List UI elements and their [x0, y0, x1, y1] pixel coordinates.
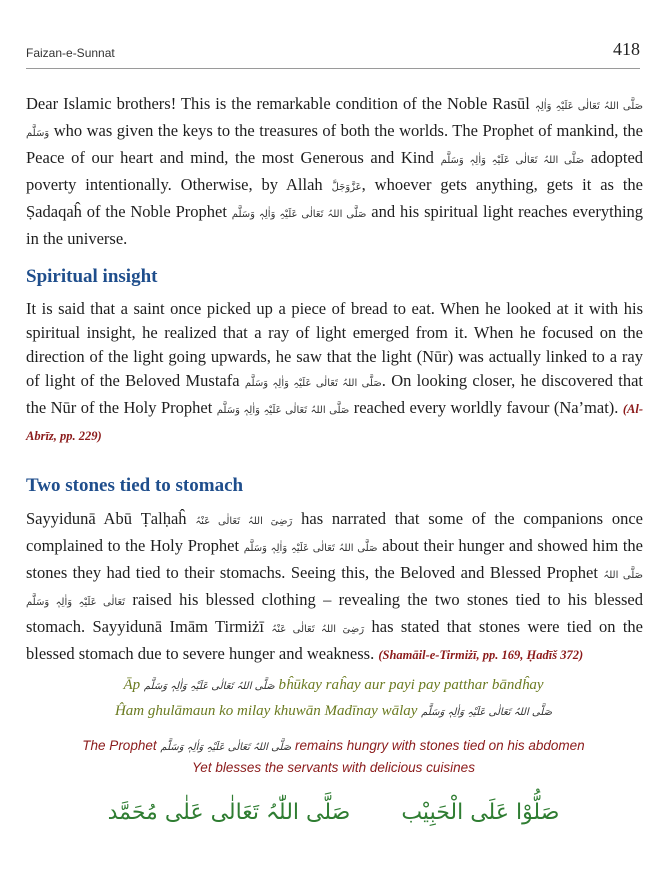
book-title: Faizan-e-Sunnat: [26, 46, 115, 60]
poem-line-1: Āp صَلَّی اللہُ تَعَالٰی عَلَیْہِ وَاٰلِہٖ وَسَلَّم bĥūkay raĥay aur payi pay patthar bāndĥay: [123, 677, 544, 693]
honorific-radiyallahu: رَضِیَ اللہُ تَعَالٰی عَنْہُ: [271, 624, 365, 635]
translation-line-1: The Prophet صَلَّی اللہُ تَعَالٰی عَلَیْہِ وَاٰلِہٖ وَسَلَّم remains hungry with stones tied on his abdomen: [82, 738, 585, 753]
poem-translation: [0, 736, 667, 778]
translation-line-2: Yet blesses the servants with delicious cuisines: [192, 760, 475, 775]
honorific-azza-wa-jalla: عَزَّوَجَلَّ: [331, 182, 362, 193]
intro-paragraph: Dear Islamic brothers! This is the remarkable condition of the Noble Rasūl صَلَّی اللہُ تَعَالٰی عَلَیْہِ وَاٰلِہٖ وَسَلَّم who was given the keys to the treasures of both the worlds. The Prophet of mankind, the Peace of our heart and mind, the most Generous and Kind صَلَّی اللہُ تَعَالٰی عَلَیْہِ وَاٰلِہٖ وَسَلَّم adopted poverty intentionally. Otherwise, by Allah عَزَّوَجَلَّ, whoever gets anything, gets it as the Ṣadaqaĥ of the Noble Prophet صَلَّی اللہُ تَعَالٰی عَلَیْہِ وَاٰلِہٖ وَسَلَّم and his spiritual light reaches everything in the universe.: [26, 94, 644, 248]
salawat-call: صَلُّوْا عَلَی الْحَبِیْب: [401, 800, 560, 825]
intro-paragraph-block: [26, 92, 643, 251]
spiritual-insight-block: [26, 297, 643, 448]
honorific-sallallahu: صَلَّی اللہُ تَعَالٰی عَلَیْہِ وَاٰلِہٖ وَسَلَّم: [231, 209, 367, 220]
honorific-sallallahu: صَلَّی اللہُ تَعَالٰی عَلَیْہِ وَاٰلِہٖ وَسَلَّم: [244, 378, 382, 389]
honorific-sallallahu: صَلَّی اللہُ تَعَالٰی عَلَیْہِ وَاٰلِہٖ وَسَلَّم: [143, 681, 275, 692]
page-number: 418: [613, 39, 640, 59]
honorific-radiyallahu: رَضِیَ اللہُ تَعَالٰی عَنْہُ: [195, 516, 293, 527]
honorific-sallallahu: صَلَّی اللہُ تَعَالٰی عَلَیْہِ وَاٰلِہٖ وَسَلَّم: [26, 570, 644, 608]
two-stones-block: [26, 507, 643, 667]
poem-line-2: Ĥam ghulāmaun ko milay khuwān Madīnay wālay صَلَّی اللہُ تَعَالٰی عَلَیْہِ وَاٰلِہٖ وَسَلَّم: [114, 703, 553, 719]
citation: (Shamāil-e-Tirmiżī, pp. 169, Ḥadīš 372): [378, 648, 584, 662]
honorific-sallallahu: صَلَّی اللہُ تَعَالٰی عَلَیْہِ وَاٰلِہٖ وَسَلَّم: [243, 543, 378, 554]
salawat-response: صَلَّی اللّٰہُ تَعَالٰی عَلٰی مُحَمَّد: [107, 800, 351, 825]
honorific-sallallahu: صَلَّی اللہُ تَعَالٰی عَلَیْہِ وَاٰلِہٖ وَسَلَّم: [440, 155, 585, 166]
honorific-sallallahu: صَلَّی اللہُ تَعَالٰی عَلَیْہِ وَاٰلِہٖ وَسَلَّم: [160, 742, 292, 753]
honorific-sallallahu: صَلَّی اللہُ تَعَالٰی عَلَیْہِ وَاٰلِہٖ وَسَلَّم: [26, 101, 643, 139]
salawat-line: [0, 800, 667, 825]
section-heading-two-stones: Two stones tied to stomach: [26, 475, 244, 496]
two-stones-paragraph: Sayyidunā Abū Ṭalḥaĥ رَضِیَ اللہُ تَعَالٰی عَنْہُ has narrated that some of the companions once complained to the Holy Prophet صَلَّی اللہُ تَعَالٰی عَلَیْہِ وَاٰلِہٖ وَسَلَّم about their hunger and showed him the stones they had tied to their stomachs. Seeing this, the Beloved and Blessed Prophet صَلَّی اللہُ تَعَالٰی عَلَیْہِ وَاٰلِہٖ وَسَلَّم raised his blessed clothing – revealing the two stones tied to his blessed stomach. Sayyidunā Imām Tirmiżī رَضِیَ اللہُ تَعَالٰی عَنْہُ has stated that stones were tied on the blessed stomach due to severe hunger and weakness. (Shamāil-e-Tirmiżī, pp. 169, Ḥadīš 372): [26, 509, 644, 663]
poem-couplet: [0, 673, 667, 725]
honorific-sallallahu: صَلَّی اللہُ تَعَالٰی عَلَیْہِ وَاٰلِہٖ وَسَلَّم: [216, 405, 350, 416]
citation: (Al-Abrīz, pp. 229): [26, 402, 644, 443]
spiritual-insight-paragraph: It is said that a saint once picked up a piece of bread to eat. When he looked at it with his spiritual insight, he realized that a ray of light emerged from it. When he focused on the direction of the light going upwards, he saw that the light (Nūr) was actually linked to a ray of light of the Beloved Mustafa صَلَّی اللہُ تَعَالٰی عَلَیْہِ وَاٰلِہٖ وَسَلَّم. On looking closer, he discovered that the Nūr of the Holy Prophet صَلَّی اللہُ تَعَالٰی عَلَیْہِ وَاٰلِہٖ وَسَلَّم reached every worldly favour (Na’mat). (Al-Abrīz, pp. 229): [26, 299, 644, 443]
page-header: [26, 38, 640, 69]
section-heading-spiritual-insight: Spiritual insight: [26, 266, 158, 287]
honorific-sallallahu: صَلَّی اللہُ تَعَالٰی عَلَیْہِ وَاٰلِہٖ وَسَلَّم: [421, 707, 553, 718]
